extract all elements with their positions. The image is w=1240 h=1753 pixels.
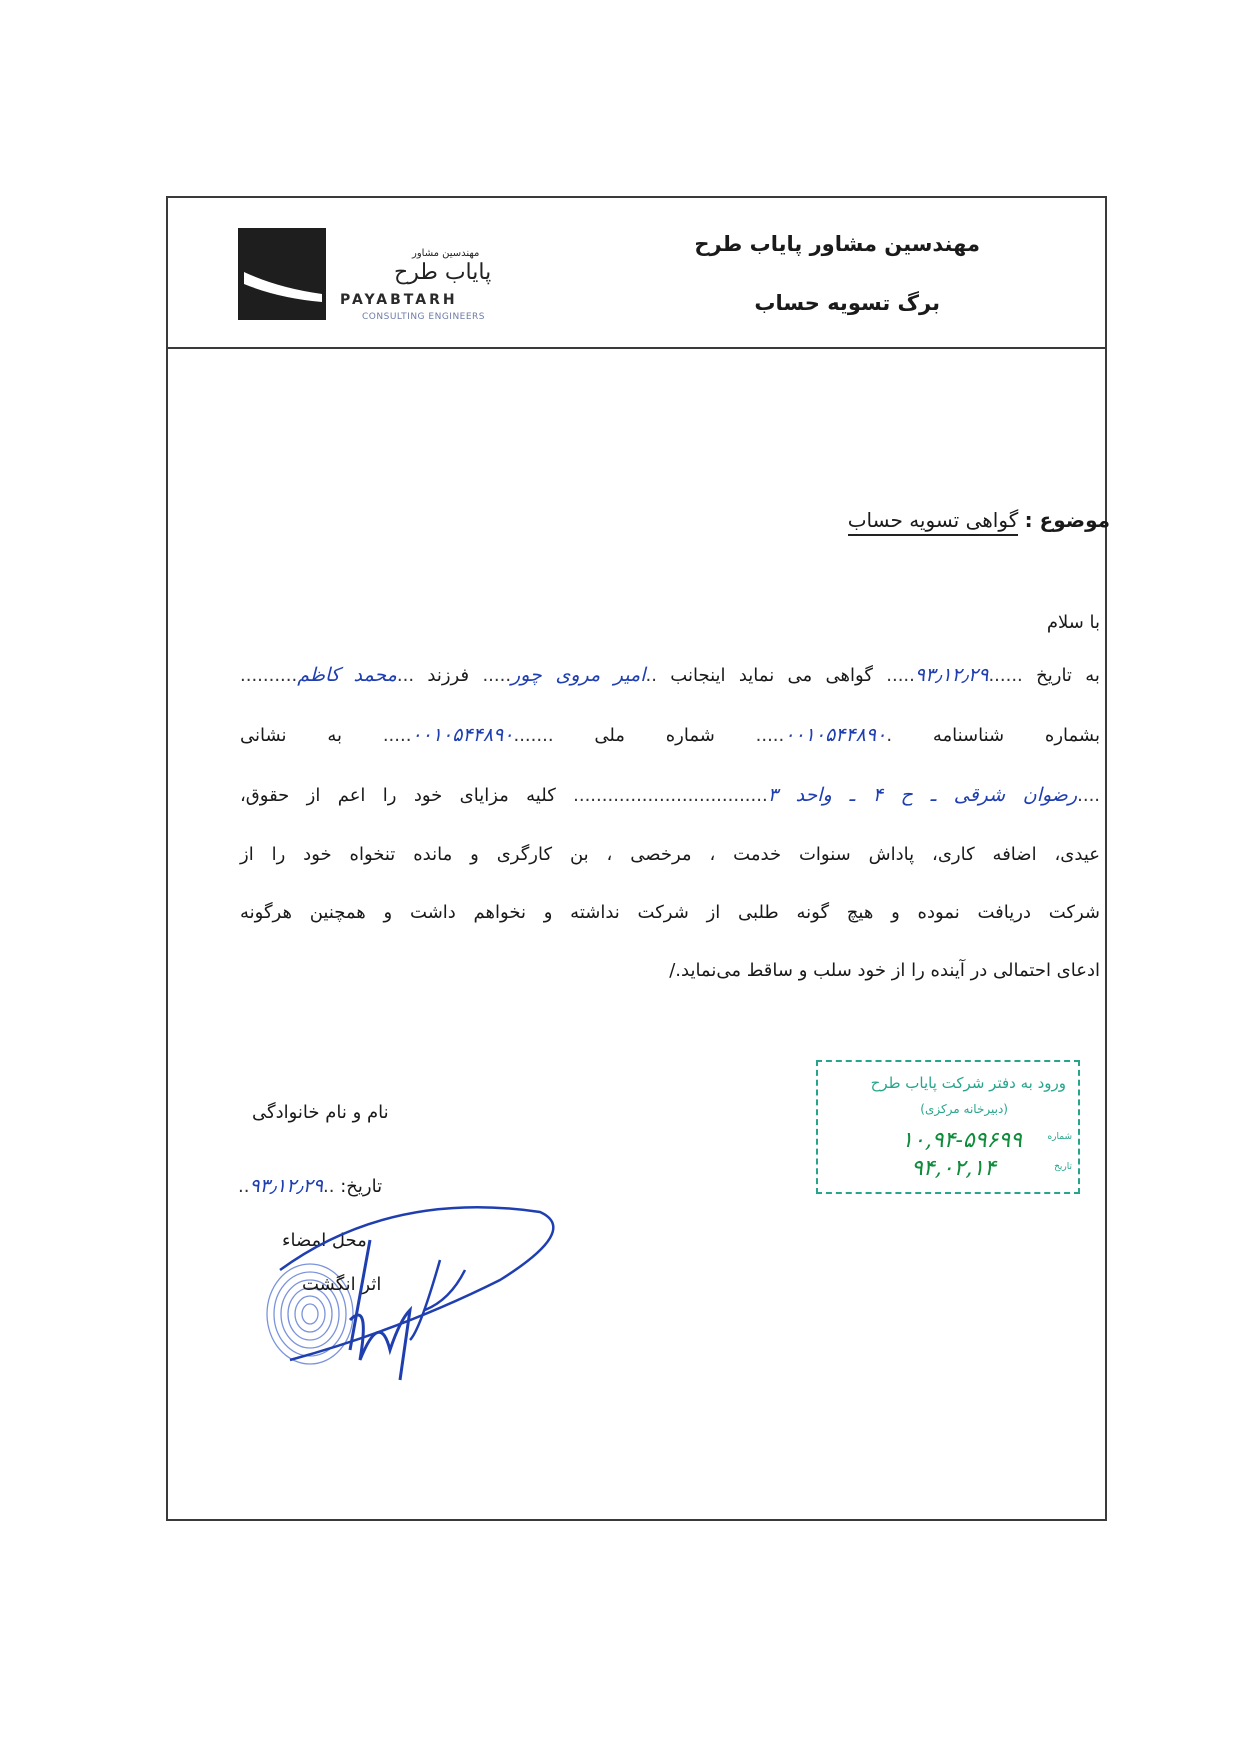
hw-father: محمد کاظم: [297, 664, 397, 686]
stamp-number: ۱۰,۹۴-۵۹۶۹۹: [901, 1128, 1022, 1153]
handwritten-signature-icon: [250, 1200, 570, 1390]
logo-en: PAYABTARH: [340, 292, 458, 308]
body-l2-c: به نشانی: [240, 725, 343, 746]
body-l1-a: به تاریخ: [1036, 665, 1100, 686]
fingerprint-label: اثر انگشت: [302, 1274, 382, 1295]
body-line-1: به تاریخ ......۹۳٫۱۲٫۲۹..... گواهی می نماید اینجانب ..امیر مروی چور..... فرزند ...محمد کاظم..........: [240, 664, 1100, 686]
stamp-number-key: شماره: [1047, 1132, 1072, 1142]
subject-line: [848, 508, 1110, 532]
form-title: برگ تسویه حساب: [754, 291, 940, 315]
signature-place-label: محل امضاء: [282, 1230, 367, 1251]
subject-label: موضوع :: [1024, 508, 1110, 532]
signature-date-label: تاریخ:: [340, 1176, 383, 1197]
hw-signature-date: ۹۳٫۱۲٫۲۹: [249, 1175, 324, 1197]
hw-address: رضوان شرقی ـ ح ۴ ـ واحد ۳: [767, 784, 1078, 806]
stamp-date: ۹۴,۰۲,۱۴: [911, 1156, 996, 1181]
stamp-line-2: (دبیرخانه مرکزی): [920, 1102, 1008, 1116]
body-l2-a: بشماره شناسنامه: [932, 725, 1100, 746]
body-line-6: ادعای احتمالی در آینده را از خود سلب و ساقط می‌نماید./: [669, 960, 1100, 981]
body-line-5: شرکت دریافت نموده و هیچ گونه طلبی از شرکت نداشته و نخواهم داشت و همچنین هرگونه: [240, 902, 1100, 923]
hw-national-id: ۰۰۱۰۵۴۴۸۹۰: [411, 724, 514, 746]
subject-value: گواهی تسویه حساب: [848, 508, 1019, 536]
body-l1-c: فرزند: [427, 665, 470, 686]
company-logo-icon: [238, 228, 326, 320]
stamp-date-key: تاریخ: [1054, 1162, 1072, 1172]
header-divider: [166, 347, 1107, 349]
body-l2-b: شماره ملی: [594, 725, 715, 746]
body-line-4: عیدی، اضافه کاری، پاداش سنوات خدمت ، مرخصی ، بن کارگری و مانده تنخواه خود را از: [240, 844, 1100, 865]
body-line-3: ....رضوان شرقی ـ ح ۴ ـ واحد ۳.................................. کلیه مزایای خود را اعم از حقوق،: [240, 784, 1101, 806]
logo-en-sub: CONSULTING ENGINEERS: [362, 312, 486, 322]
greeting: با سلام: [1046, 612, 1100, 633]
registration-stamp: [816, 1060, 1080, 1194]
logo-fa: پایاب طرح: [394, 260, 492, 285]
body-l1-b: گواهی می نماید اینجانب: [670, 665, 873, 686]
hw-id: ۰۰۱۰۵۴۴۸۹۰: [784, 724, 887, 746]
logo-fa-small: مهندسین مشاور: [412, 248, 480, 259]
signature-date: تاریخ: ..۹۳٫۱۲٫۲۹..: [238, 1175, 383, 1197]
body-line-2: بشماره شناسنامه .۰۰۱۰۵۴۴۸۹۰..... شماره ملی .......۰۰۱۰۵۴۴۸۹۰..... به نشانی: [240, 724, 1100, 746]
stamp-line-1: ورود به دفتر شرکت پایاب طرح: [870, 1074, 1066, 1092]
body-l3-b: کلیه مزایای خود را اعم از حقوق،: [240, 785, 556, 806]
signature-name-label: نام و نام خانوادگی: [252, 1102, 389, 1123]
hw-date: ۹۳٫۱۲٫۲۹: [914, 664, 989, 686]
hw-name: امیر مروی چور: [511, 664, 646, 686]
company-name: مهندسین مشاور پایاب طرح: [694, 232, 980, 256]
